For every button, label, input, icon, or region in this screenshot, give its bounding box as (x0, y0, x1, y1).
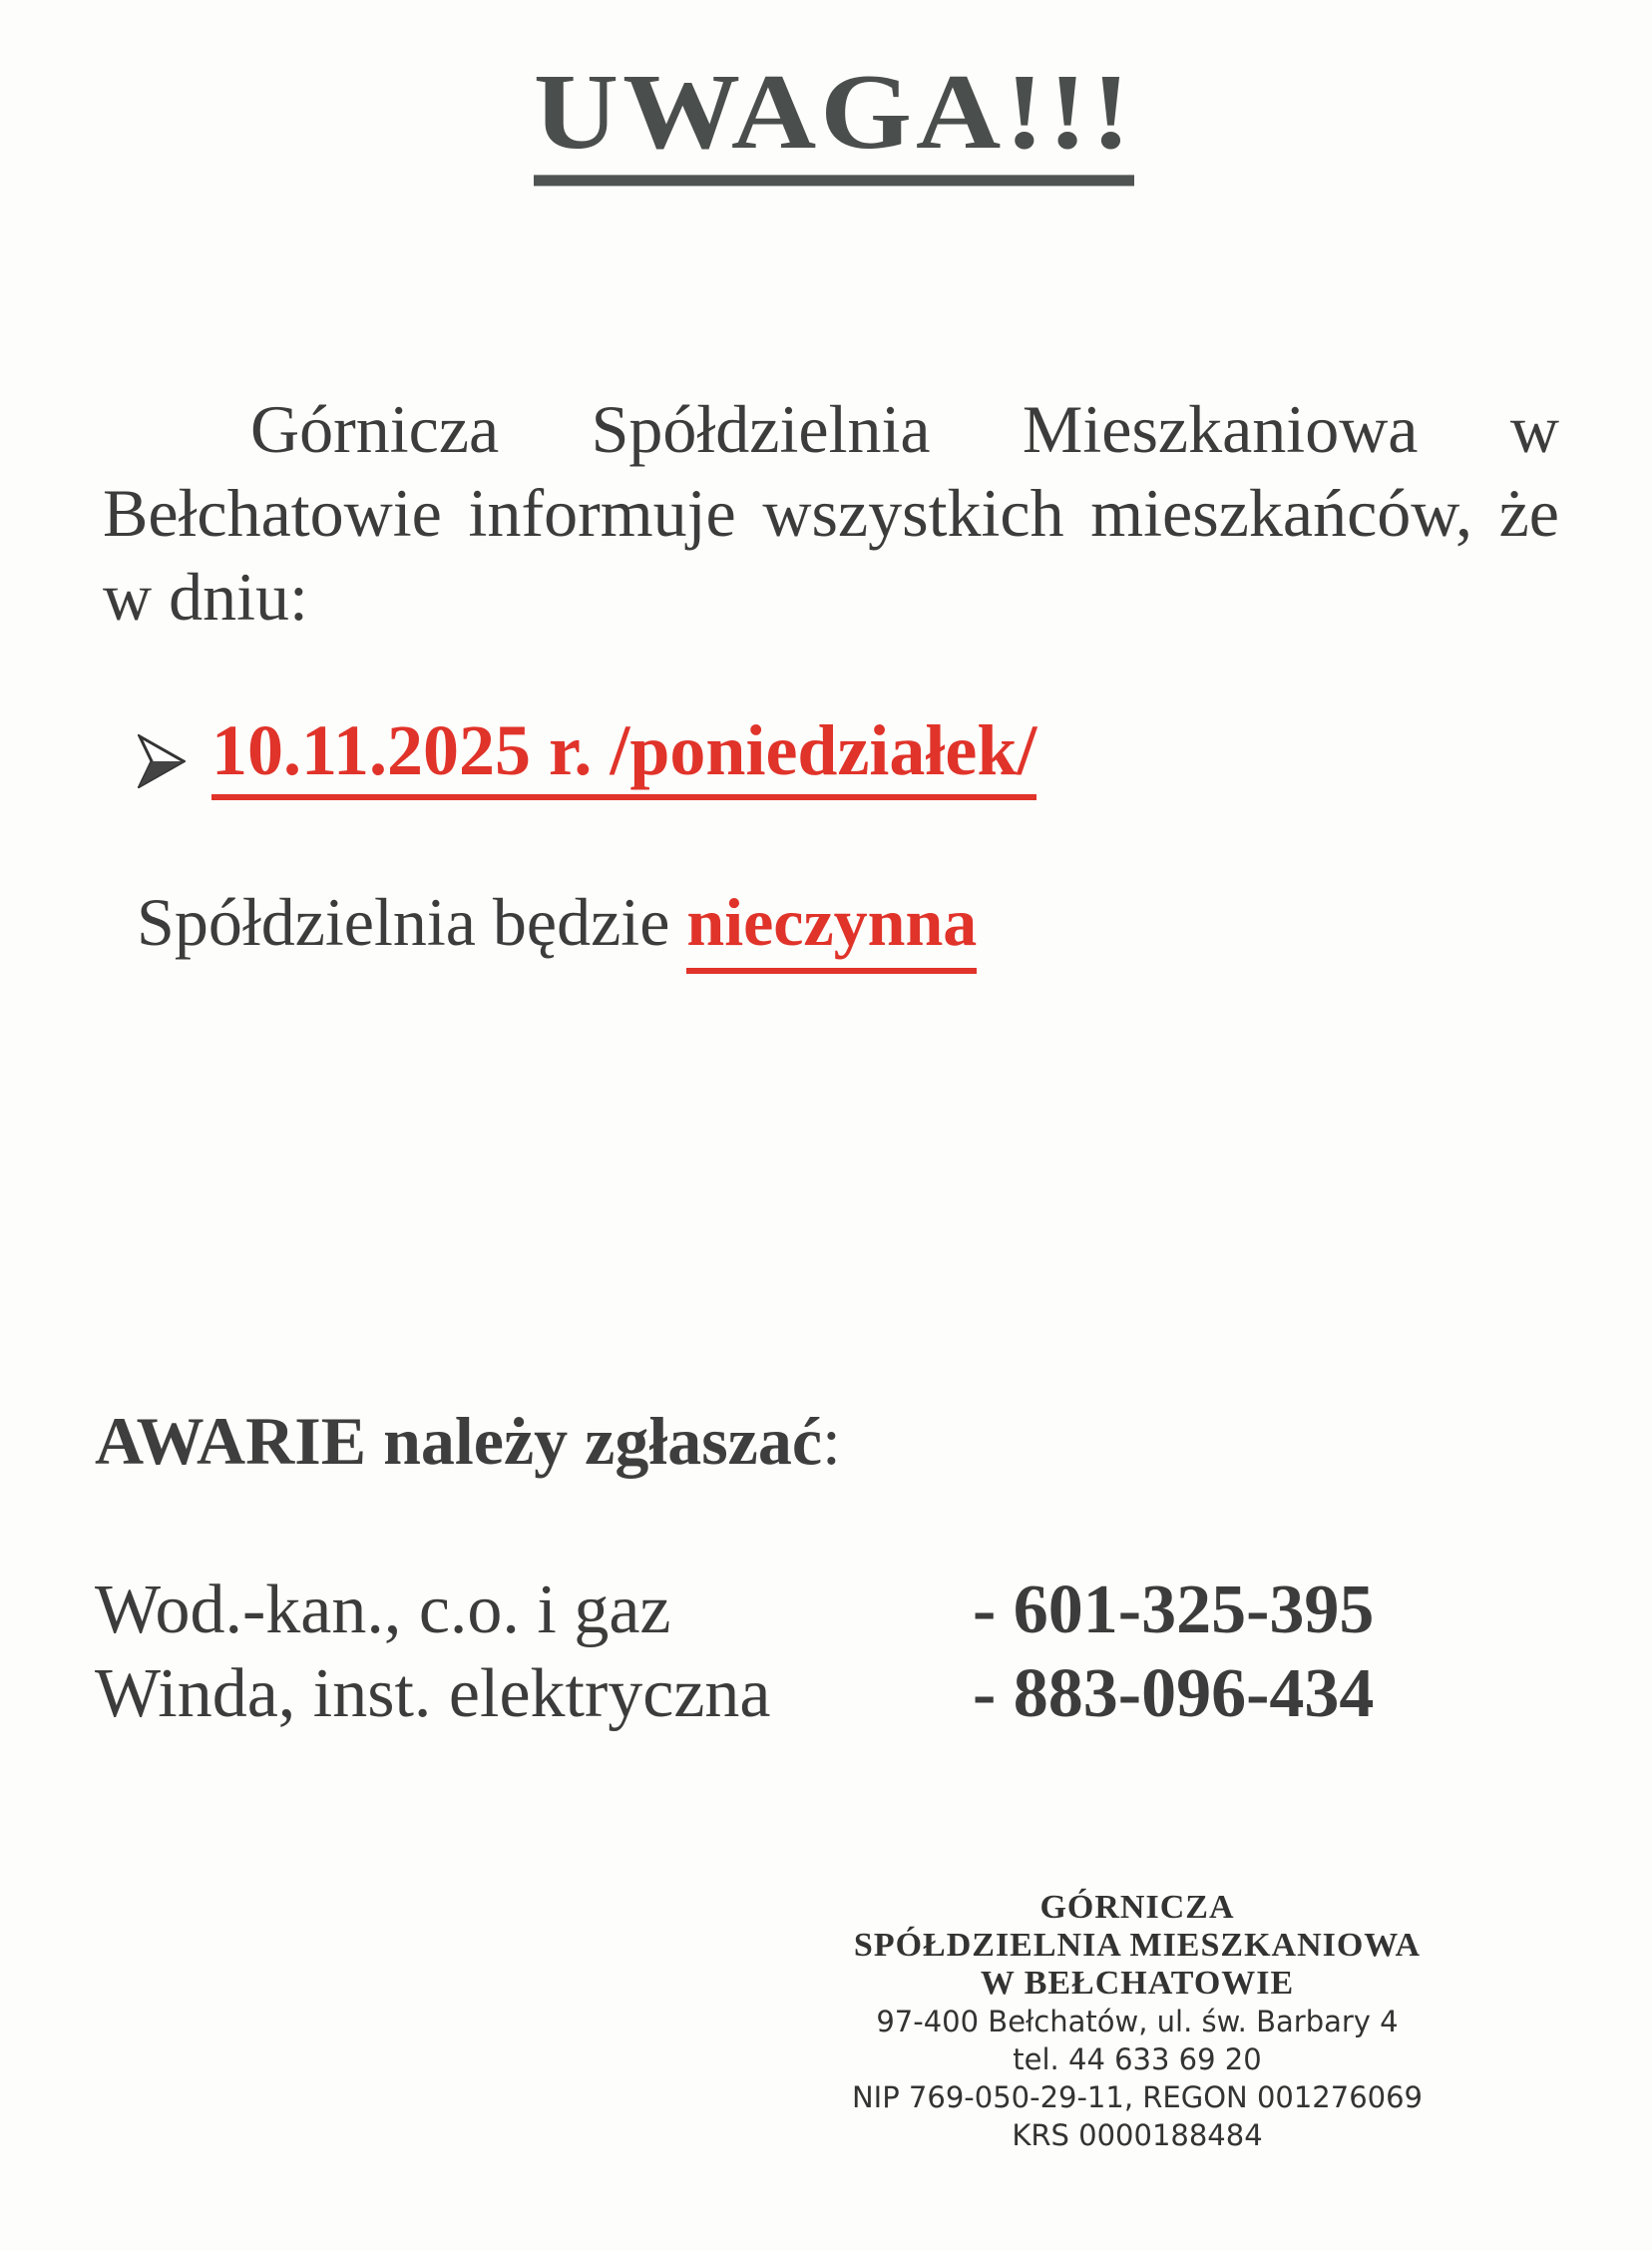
contact-label: Wod.-kan., c.o. i gaz (95, 1572, 671, 1648)
stamp-krs: KRS 0000188484 (1012, 2118, 1263, 2152)
contact-label: Winda, inst. elektryczna (95, 1655, 771, 1732)
contact-row (95, 1569, 1412, 1652)
stamp-phone: tel. 44 633 69 20 (1013, 2042, 1262, 2076)
contact-row (95, 1652, 1412, 1736)
closed-notice-highlight: nieczynna (686, 884, 977, 974)
failures-heading (95, 1403, 841, 1479)
stamp-line-2: SPÓŁDZIELNIA MIESZKANIOWA (853, 1927, 1422, 1964)
closure-date: 10.11.2025 r. /poniedziałek/ (211, 714, 1036, 800)
notice-title-container (0, 52, 1652, 192)
closed-notice-prefix: Spółdzielnia będzie (137, 884, 687, 960)
emergency-contacts (95, 1569, 1412, 1736)
stamp-line-3: W BEŁCHATOWIE (980, 1965, 1295, 2002)
stamp-nip-regon: NIP 769-050-29-11, REGON 001276069 (851, 2080, 1424, 2114)
intro-paragraph: Górnicza Spółdzielnia Mieszkaniowa w Bełchatowie informuje wszystkich mieszkańców, że w dniu: (103, 391, 1559, 635)
contact-phone: - 883-096-434 (973, 1655, 1375, 1732)
closed-notice (137, 884, 978, 960)
contact-phone: - 601-325-395 (973, 1572, 1375, 1648)
notice-title: UWAGA!!! (534, 58, 1134, 187)
failures-heading-text: AWARIE należy zgłaszać (95, 1403, 823, 1479)
stamp-line-1: GÓRNICZA (1039, 1889, 1235, 1926)
date-bullet (138, 710, 1037, 800)
stamp-address: 97-400 Bełchatów, ul. św. Barbary 4 (876, 2005, 1399, 2038)
arrow-bullet-icon (138, 734, 186, 788)
failures-heading-colon: : (822, 1403, 841, 1479)
organization-stamp (818, 1889, 1456, 2154)
